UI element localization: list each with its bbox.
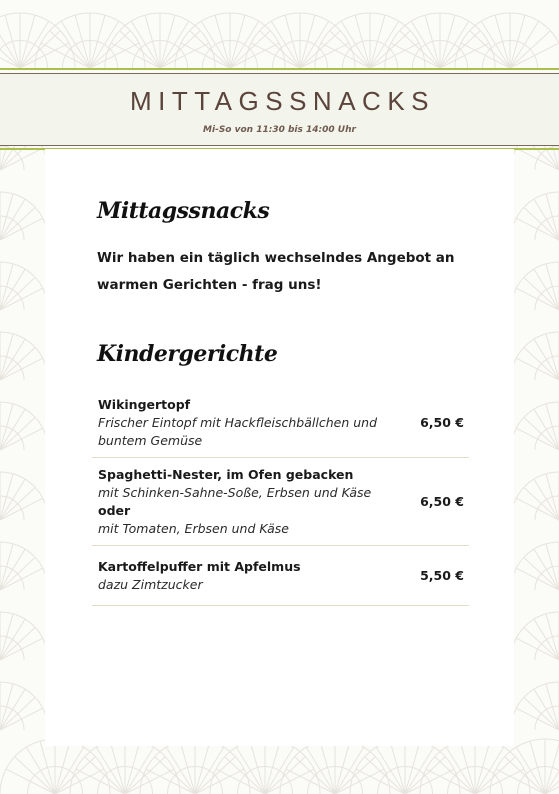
lunch-intro-text: Wir haben ein täglich wechselndes Angebot an warmen Gerichten - frag uns!: [97, 250, 455, 293]
menu-item-description: Frischer Eintopf mit Hackfleischbällchen und: [98, 415, 378, 430]
opening-hours: Mi-So von 11:30 bis 14:00 Uhr: [203, 125, 356, 135]
section-heading-kindergerichte: Kindergerichte: [97, 341, 278, 367]
menu-item-spaghetti-nester: [92, 465, 469, 543]
menu-item-connector: oder: [98, 503, 131, 518]
page-title: MITTAGSSNACKS: [129, 86, 436, 116]
menu-item-name: Wikingertopf: [98, 397, 191, 412]
menu-item-description-line2: buntem Gemüse: [98, 433, 203, 448]
menu-item-price: 5,50 €: [420, 568, 464, 583]
header-bottom-rule-brown: [0, 145, 559, 146]
header-top-rule-green: [0, 68, 559, 70]
menu-divider: [92, 545, 469, 546]
menu-item-name: Kartoffelpuffer mit Apfelmus: [98, 559, 301, 574]
header-top-rule-brown: [0, 73, 559, 74]
menu-item-description: mit Schinken-Sahne-Soße, Erbsen und Käse: [98, 485, 372, 500]
menu-item-price: 6,50 €: [420, 494, 464, 509]
section-heading-mittagssnacks: Mittagssnacks: [97, 198, 270, 224]
menu-divider: [92, 605, 469, 606]
menu-item-price: 6,50 €: [420, 415, 464, 430]
menu-item-description-alt: mit Tomaten, Erbsen und Käse: [98, 521, 289, 536]
menu-item-wikingertopf: [92, 395, 469, 455]
menu-item-description: dazu Zimtzucker: [98, 577, 203, 592]
menu-item-kartoffelpuffer: [92, 557, 469, 597]
menu-divider: [92, 457, 469, 458]
menu-item-name: Spaghetti-Nester, im Ofen gebacken: [98, 467, 354, 482]
